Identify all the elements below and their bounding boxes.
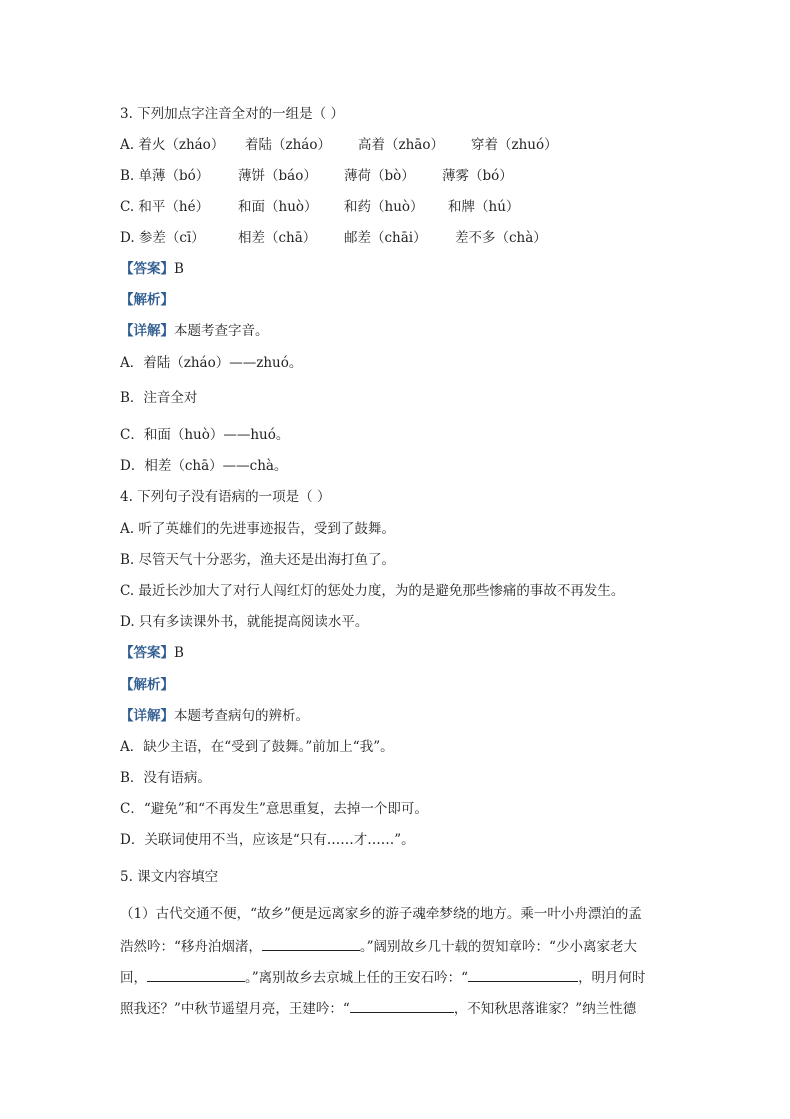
q5-text: （1）古代交通不便，“故乡”便是远离家乡的游子魂牵梦绕的地方。乘一叶小舟漂泊的孟 bbox=[120, 906, 642, 922]
q4-option-b: B. 尽管天气十分恶劣，渔夫还是出海打鱼了。 bbox=[120, 552, 396, 568]
q5-para-line-4 bbox=[120, 998, 636, 1019]
q3-d-item-1: D. 参差（cī） bbox=[120, 230, 205, 246]
q3-c-item-4: 和牌（hú） bbox=[448, 199, 520, 215]
q3-a-item-1: A. 着火（zháo） bbox=[120, 137, 225, 153]
q3-option-c bbox=[120, 197, 519, 217]
q3-a-item-3: 高着（zhāo） bbox=[358, 137, 444, 153]
q3-c-item-1: C. 和平（hé） bbox=[120, 199, 210, 215]
q3-analysis-c: C．和面（huò）——huó。 bbox=[120, 427, 290, 443]
q3-d-item-2: 相差（chā） bbox=[238, 230, 317, 246]
q5-text: 照我还？”中秋节遥望月亮，王建吟：“ bbox=[120, 1001, 350, 1017]
q4-option-d: D. 只有多读课外书，就能提高阅读水平。 bbox=[120, 614, 369, 630]
q4-detail bbox=[120, 706, 309, 726]
q3-option-d bbox=[120, 228, 547, 248]
q3-b-item-2: 薄饼（báo） bbox=[238, 168, 317, 184]
q4-option-a: A. 听了英雄们的先进事迹报告，受到了鼓舞。 bbox=[120, 521, 395, 537]
q4-analysis-a: A．缺少主语，在“受到了鼓舞。”前加上“我”。 bbox=[120, 739, 394, 755]
q4-detail-text: 本题考查病句的辨析。 bbox=[174, 708, 309, 724]
q5-text: 。”离别故乡去京城上任的王安石吟：“ bbox=[245, 970, 469, 986]
q4-analysis-b: B．没有语病。 bbox=[120, 770, 211, 786]
q3-answer bbox=[120, 259, 184, 279]
q3-b-item-3: 薄荷（bò） bbox=[344, 168, 415, 184]
q5-text: 浩然吟：“移舟泊烟渚， bbox=[120, 939, 262, 955]
q3-analysis-d: D．相差（chā）——chà。 bbox=[120, 458, 288, 474]
q5-text: 。”阔别故乡几十载的贺知章吟：“少小离家老大 bbox=[359, 939, 637, 955]
q3-answer-value: B bbox=[174, 261, 184, 277]
fill-blank[interactable] bbox=[468, 967, 578, 982]
q3-a-item-2: 着陆（zháo） bbox=[245, 137, 331, 153]
q3-option-b bbox=[120, 166, 513, 186]
q4-answer-tag: 【答案】 bbox=[120, 645, 174, 661]
fill-blank[interactable] bbox=[350, 998, 454, 1013]
fill-blank[interactable] bbox=[147, 967, 245, 982]
q3-analysis-b: B．注音全对 bbox=[120, 390, 198, 406]
q5-text: 回， bbox=[120, 970, 147, 986]
q3-detail-tag: 【详解】 bbox=[120, 323, 174, 339]
q5-para-line-1 bbox=[120, 904, 642, 924]
q3-detail bbox=[120, 321, 269, 341]
fill-blank[interactable] bbox=[262, 936, 360, 951]
q5-stem: 5. 课文内容填空 bbox=[120, 869, 219, 885]
q5-para-line-2 bbox=[120, 936, 637, 957]
q4-stem: 4. 下列句子没有语病的一项是（ ） bbox=[120, 489, 331, 505]
q4-analysis-tag: 【解析】 bbox=[120, 677, 174, 693]
q5-text: ，不知秋思落谁家？”纳兰性德 bbox=[453, 1001, 637, 1017]
q4-analysis-d: D．关联词使用不当，应该是“只有……才……”。 bbox=[120, 832, 415, 848]
q5-text: ，明月何时 bbox=[578, 970, 646, 986]
q3-analysis-tag: 【解析】 bbox=[120, 292, 174, 308]
q3-detail-text: 本题考查字音。 bbox=[174, 323, 269, 339]
q3-d-item-4: 差不多（chà） bbox=[455, 230, 547, 246]
q3-a-item-4: 穿着（zhuó） bbox=[471, 137, 558, 153]
q4-analysis-c: C．“避免”和“不再发生”意思重复，去掉一个即可。 bbox=[120, 801, 428, 817]
q3-d-item-3: 邮差（chāi） bbox=[344, 230, 427, 246]
q3-analysis-a: A．着陆（zháo）——zhuó。 bbox=[120, 355, 303, 371]
q3-c-item-2: 和面（huò） bbox=[238, 199, 318, 215]
q4-detail-tag: 【详解】 bbox=[120, 708, 174, 724]
q4-answer bbox=[120, 643, 184, 663]
q4-option-c: C. 最近长沙加大了对行人闯红灯的惩处力度，为的是避免那些惨痛的事故不再发生。 bbox=[120, 583, 625, 599]
q3-b-item-1: B. 单薄（bó） bbox=[120, 168, 210, 184]
q3-c-item-3: 和药（huò） bbox=[344, 199, 424, 215]
q3-option-a bbox=[120, 135, 558, 155]
q3-answer-tag: 【答案】 bbox=[120, 261, 174, 277]
q5-para-line-3 bbox=[120, 967, 646, 988]
q3-stem: 3. 下列加点字注音全对的一组是（ ） bbox=[120, 106, 344, 122]
q4-answer-value: B bbox=[174, 645, 184, 661]
q3-b-item-4: 薄雾（bó） bbox=[442, 168, 513, 184]
